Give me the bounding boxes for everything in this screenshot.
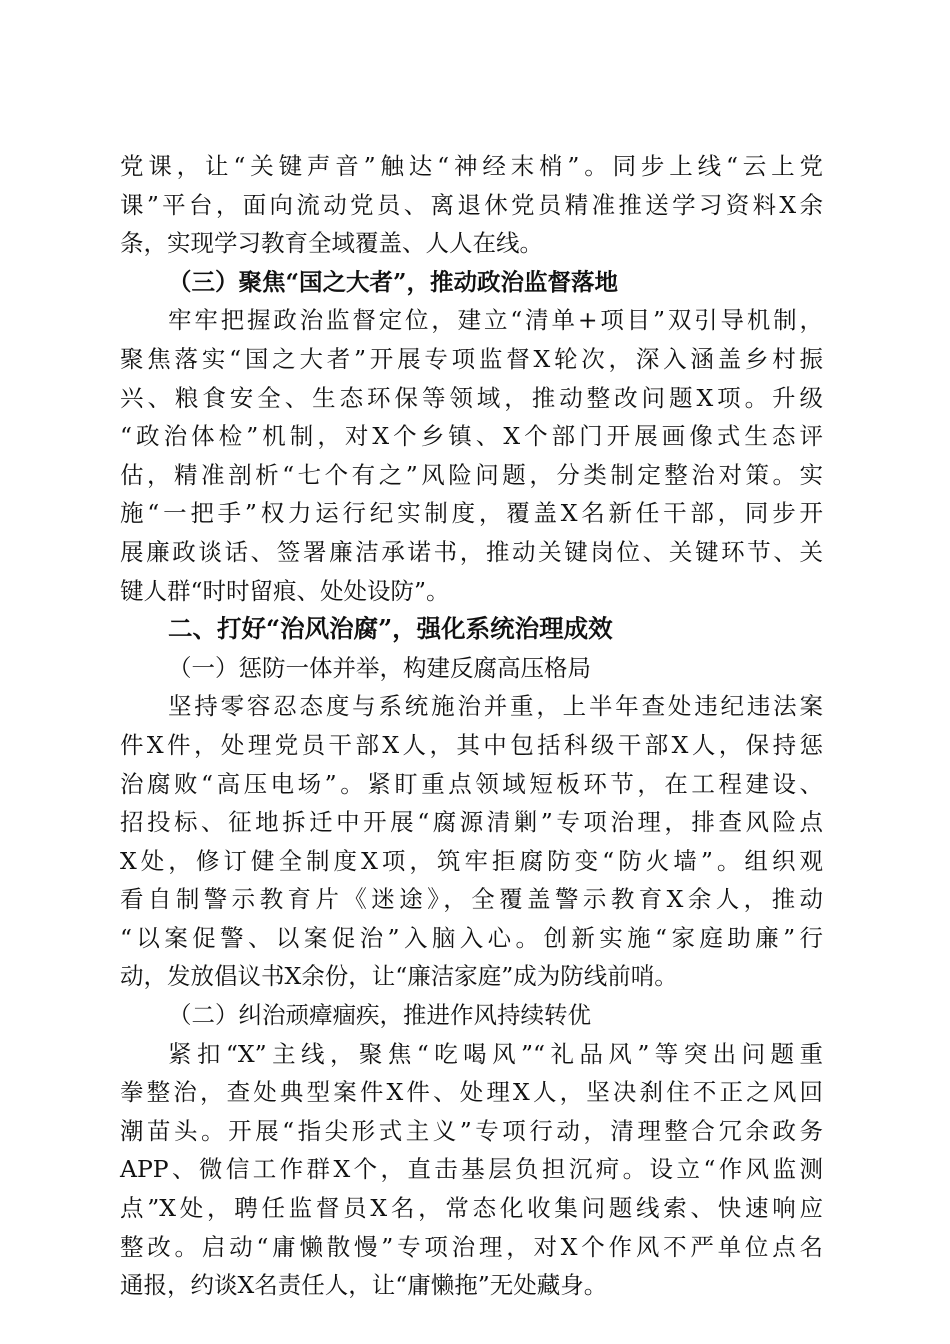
- section-heading-3: （三）聚焦“国之大者”，推动政治监督落地: [168, 267, 619, 296]
- section-heading-2: 二、打好“治风治腐”，强化系统治理成效: [168, 614, 613, 644]
- body-line: 党课，让“关键声音”触达“神经末梢”。同步上线“云上党: [120, 152, 823, 180]
- paragraph-start-line: 坚持零容忍态度与系统施治并重，上半年查处违纪违法案: [168, 692, 823, 721]
- section-heading-1: （一）惩防一体并举，构建反腐高压格局: [168, 653, 591, 682]
- body-line: 通报，约谈X名责任人，让“庸懒拖”无处藏身。: [120, 1271, 608, 1300]
- body-line: 招投标、征地拆迁中开展“腐源清剿”专项治理，排查风险点: [120, 808, 823, 837]
- body-line: X处，修订健全制度X项，筑牢拒腐防变“防火墙”。组织观: [120, 846, 823, 875]
- body-line: 课”平台，面向流动党员、离退休党员精准推送学习资料X余: [120, 190, 823, 219]
- paragraph-start-line: 牢牢把握政治监督定位，建立“清单+项目”双引导机制，: [168, 306, 823, 335]
- paragraph-start-line: 紧扣“X”主线，聚焦“吃喝风”“礼品风”等突出问题重: [168, 1039, 823, 1068]
- body-line: 条，实现学习教育全域覆盖、人人在线。: [120, 229, 543, 258]
- document-page: [120, 147, 823, 1305]
- body-line: 估，精准剖析“七个有之”风险问题，分类制定整治对策。实: [120, 460, 823, 489]
- body-line: 治腐败“高压电场”。紧盯重点领域短板环节，在工程建设、: [120, 769, 823, 798]
- body-line: 施“一把手”权力运行纪实制度，覆盖X名新任干部，同步开: [120, 499, 823, 528]
- body-line: 件X件，处理党员干部X人，其中包括科级干部X人，保持惩: [120, 730, 823, 759]
- body-line: “政治体检”机制，对X个乡镇、X个部门开展画像式生态评: [120, 422, 823, 451]
- body-line: “以案促警、以案促治”入脑入心。创新实施“家庭助廉”行: [120, 923, 823, 952]
- body-line: 拳整治，查处典型案件X件、处理X人，坚决刹住不正之风回: [120, 1078, 823, 1107]
- body-line: 动，发放倡议书X余份，让“廉洁家庭”成为防线前哨。: [120, 962, 678, 991]
- body-line: 键人群“时时留痕、处处设防”。: [120, 576, 450, 605]
- body-line: 看自制警示教育片《迷途》，全覆盖警示教育X余人，推动: [120, 885, 823, 914]
- body-line: 展廉政谈话、签署廉洁承诺书，推动关键岗位、关键环节、关: [120, 537, 823, 566]
- body-line: 潮苗头。开展“指尖形式主义”专项行动，清理整合冗余政务: [120, 1116, 823, 1145]
- body-line: 点”X处，聘任监督员X名，常态化收集问题线索、快速响应: [120, 1194, 823, 1223]
- body-line: 聚焦落实“国之大者”开展专项监督X轮次，深入涵盖乡村振: [120, 344, 823, 373]
- body-line: 整改。启动“庸懒散慢”专项治理，对X个作风不严单位点名: [120, 1232, 823, 1261]
- body-line: 兴、粮食安全、生态环保等领域，推动整改问题X项。升级: [120, 383, 823, 412]
- body-line: APP、微信工作群X个，直击基层负担沉疴。设立“作风监测: [120, 1155, 823, 1184]
- section-heading-2-sub: （二）纠治顽瘴痼疾，推进作风持续转优: [168, 1001, 591, 1030]
